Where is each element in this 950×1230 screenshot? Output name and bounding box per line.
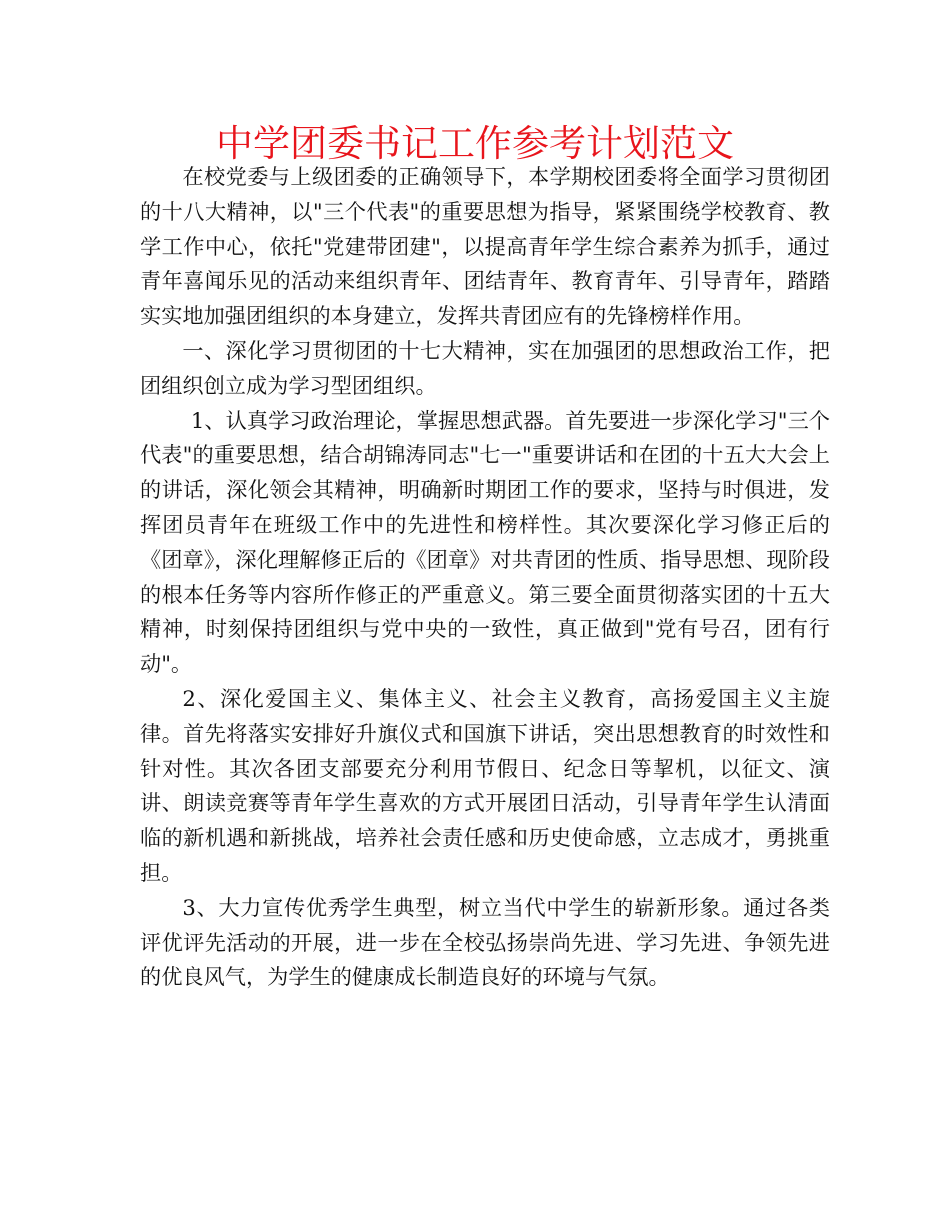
paragraph-item-1: 1、认真学习政治理论，掌握思想武器。首先要进一步深化学习"三个代表"的重要思想，结合胡锦涛同志"七一"重要讲话和在团的十五大大会上的讲话，深化领会其精神，明确新时期团工作的要求，坚持与时俱进，发挥团员青年在班级工作中的先进性和榜样性。其次要深化学习修正后的《团章》，深化理解修正后的《团章》对共青团的性质、指导思想、现阶段的根本任务等内容所作修正的严重意义。第三要全面贯彻落实团的十五大精神，时刻保持团组织与党中央的一致性，真正做到"党有号召，团有行动"。 xyxy=(140,407,830,677)
paragraph-intro: 在校党委与上级团委的正确领导下，本学期校团委将全面学习贯彻团的十八大精神，以"三个代表"的重要思想为指导，紧紧围绕学校教育、教学工作中心，依托"党建带团建"，以提高青年学生综合素养为抓手，通过青年喜闻乐见的活动来组织青年、团结青年、教育青年、引导青年，踏踏实实地加强团组织的本身建立，发挥共青团应有的先锋榜样作用。 xyxy=(140,164,830,329)
paragraph-item-2: 2、深化爱国主义、集体主义、社会主义教育，高扬爱国主义主旋律。首先将落实安排好升旗仪式和国旗下讲话，突出思想教育的时效性和针对性。其次各团支部要充分利用节假日、纪念日等挈机，以征文、演讲、朗读竞赛等青年学生喜欢的方式开展团日活动，引导青年学生认清面临的新机遇和新挑战，培养社会责任感和历史使命感，立志成才，勇挑重担。 xyxy=(140,685,830,885)
document-title: 中学团委书记工作参考计划范文 xyxy=(216,122,734,165)
document-body xyxy=(140,160,830,995)
paragraph-item-3: 3、大力宣传优秀学生典型，树立当代中学生的崭新形象。通过各类评优评先活动的开展，进一步在全校弘扬崇尚先进、学习先进、争领先进的优良风气，为学生的健康成长制造良好的环境与气氛。 xyxy=(140,894,830,990)
paragraph-section-1: 一、深化学习贯彻团的十七大精神，实在加强团的思想政治工作，把团组织创立成为学习型团组织。 xyxy=(140,337,830,398)
